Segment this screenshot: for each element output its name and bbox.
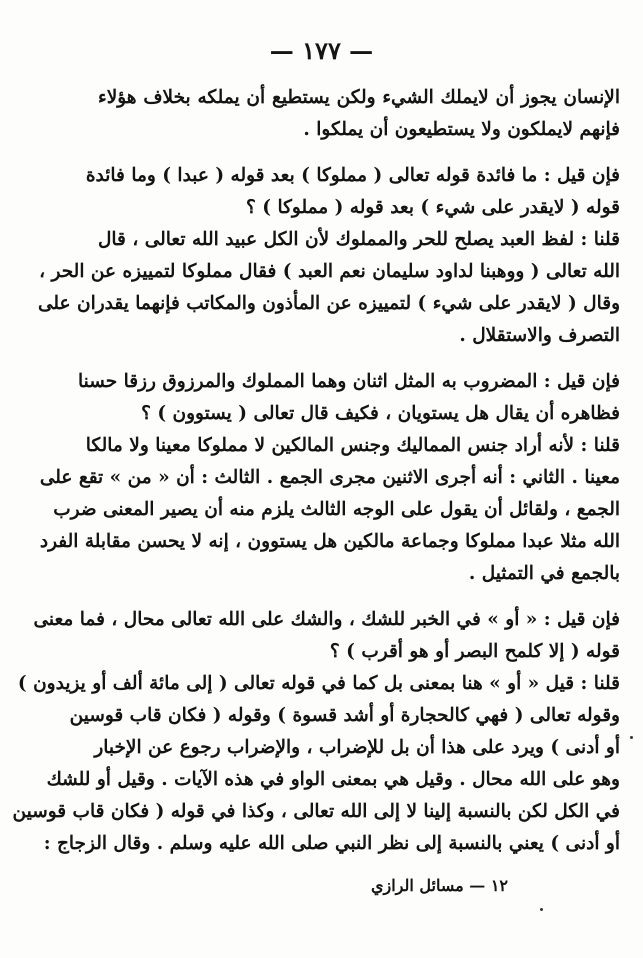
margin-mark [630,736,633,739]
text-line: في الكل لكن بالنسبة إلينا لا إلى الله تعالى ، وكذا في قوله ( فكان قاب قوسين [12,801,620,822]
body-text [12,82,620,860]
paragraph-2 [85,160,620,224]
text-line: الجمع ، ولقائل أن يقول على الوجه الثالث يلزم منه أن يصير المعنى ضرب [53,499,620,520]
text-line: وهو على الله محال . وقيل هي بمعنى الواو في هذه الآيات . وقيل أو للشك [46,769,620,790]
paragraph-5 [39,430,620,590]
paragraph-7 [12,668,620,860]
paragraph-3 [37,224,620,352]
text-line: وقوله تعالى ( فهي كالحجارة أو أشد قسوة ) وقوله ( فكان قاب قوسين [69,705,620,726]
text-line: قلنا : لفظ العبد يصلح للحر والمملوك لأن الكل عبيد الله تعالى ، قال [97,229,620,250]
text-line: معينا . الثاني : أنه أجرى الاثنين مجرى الجمع . الثالث : أن « من » تقع على [39,467,620,488]
text-line: قوله ( إلا كلمح البصر أو هو أقرب ) ؟ [329,641,620,662]
text-line: قلنا : لأنه أراد جنس المماليك وجنس المالكين لا مملوكا معينا ولا مالكا [85,435,620,456]
text-line: الله مثلا عبدا مملوكا وجماعة مالكين هل يستوون ، إنه لا يحسن مقابلة الفرد [39,531,620,552]
text-line: الله تعالى ( ووهبنا لداود سليمان نعم العبد ) فقال مملوكا لتمييزه عن الحر ، [39,261,620,282]
text-line: فإن قيل : ما فائدة قوله تعالى ( مملوكا ) بعد قوله ( عبدا ) وما فائدة [85,165,620,186]
text-line: فإن قيل : المضروب به المثل اثنان وهما المملوك والمرزوق رزقا حسنا [78,371,620,392]
text-line: قوله ( لايقدر على شيء ) بعد قوله ( مملوكا ) ؟ [245,197,620,218]
text-line: قلنا : قيل « أو » هنا بمعنى بل كما في قوله تعالى ( إلى مائة ألف أو يزيدون ) [17,673,620,694]
page-footer: ١٢ — مسائل الرازي [370,876,508,895]
paragraph-6 [33,604,620,668]
text-line: أو أدنى ) ويرد على هذا أن بل للإضراب ، والإضراب رجوع عن الإخبار [94,737,620,758]
text-line: الإنسان يجوز أن لايملك الشيء ولكن يستطيع أن يملكه بخلاف هؤلاء [98,87,620,108]
text-line: التصرف والاستقلال . [459,325,620,346]
text-line: فإنهم لايملكون ولا يستطيعون أن يملكوا . [303,119,620,140]
paragraph-4 [78,366,620,430]
page-number: — ١٧٧ — [269,36,374,65]
margin-mark [540,908,543,911]
text-line: فظاهره أن يقال هل يستويان ، فكيف قال تعالى ( يستوون ) ؟ [141,403,620,424]
text-line: بالجمع في التمثيل . [468,563,620,584]
text-line: أو أدنى ) يعني بالنسبة إلى نظر النبي صلى الله عليه وسلم . وقال الزجاج : [43,833,620,854]
paragraph-1 [98,82,620,146]
text-line: فإن قيل : « أو » في الخبر للشك ، والشك على الله تعالى محال ، فما معنى [33,609,620,630]
text-line: وقال ( لايقدر على شيء ) لتمييزه عن المأذون والمكاتب فإنهما يقدران على [37,293,620,314]
